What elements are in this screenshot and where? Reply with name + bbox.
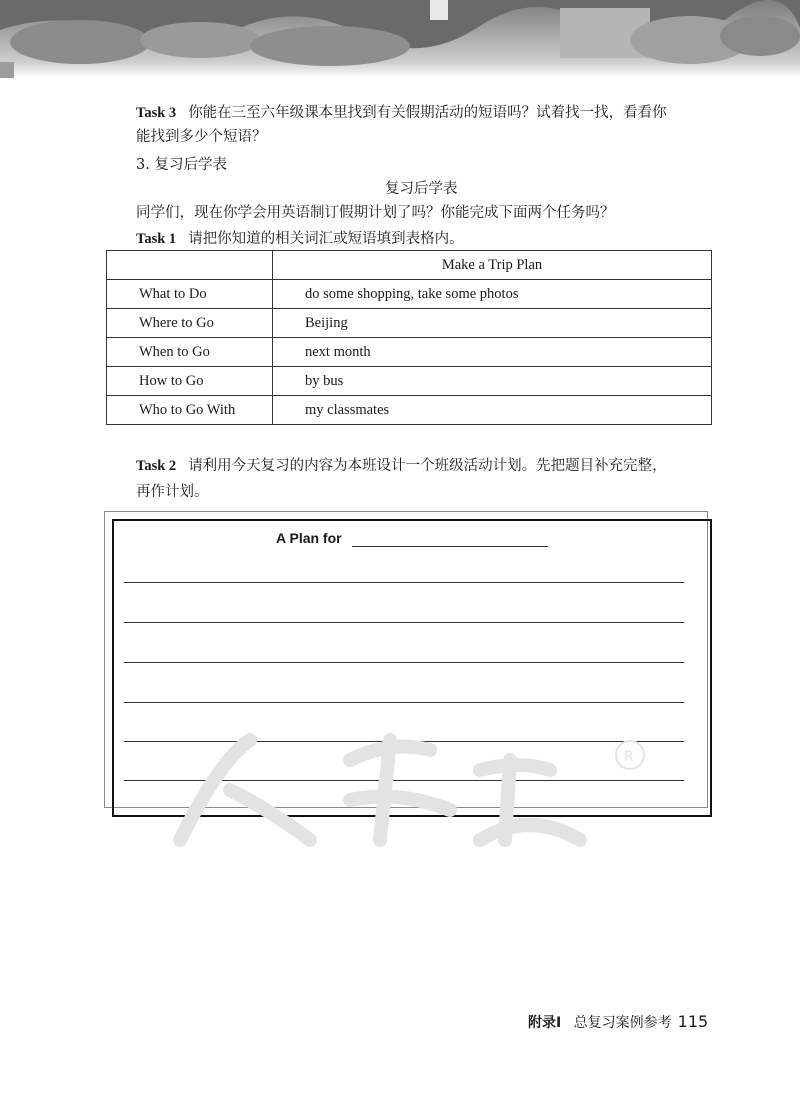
task3-line1 (136, 101, 667, 125)
row-value: next month (273, 338, 712, 367)
plan-box (112, 519, 712, 817)
intro-text: 同学们，现在你学会用英语制订假期计划了吗？你能完成下面两个任务吗？ (136, 205, 615, 221)
task2-label: Task 2 (136, 458, 177, 474)
footer-appendix: 附录Ⅰ (528, 1015, 562, 1031)
task2-text-line2: 再作计划。 (136, 484, 209, 500)
task3-label: Task 3 (136, 105, 177, 121)
table-row (107, 280, 712, 309)
table-header: Make a Trip Plan (273, 251, 712, 280)
task3-text-line2: 能找到多少个短语？ (136, 129, 267, 145)
row-value: Beijing (273, 309, 712, 338)
writing-line[interactable] (124, 780, 684, 781)
page-footer (528, 1012, 708, 1032)
table-row (107, 338, 712, 367)
table-header-blank (107, 251, 273, 280)
row-value: by bus (273, 367, 712, 396)
row-value: do some shopping, take some photos (273, 280, 712, 309)
row-label: Who to Go With (107, 396, 273, 425)
row-label: Where to Go (107, 309, 273, 338)
task1-text: 请把你知道的相关词汇或短语填到表格内。 (188, 231, 464, 247)
table-header-row (107, 251, 712, 280)
table-row (107, 367, 712, 396)
task1-label: Task 1 (136, 231, 177, 247)
writing-line[interactable] (124, 622, 684, 623)
plan-title-blank[interactable] (352, 546, 548, 547)
row-value: my classmates (273, 396, 712, 425)
row-label: When to Go (107, 338, 273, 367)
task2-line1 (136, 454, 667, 478)
trip-plan-table (106, 250, 712, 425)
table-row (107, 309, 712, 338)
task1-line (136, 227, 464, 251)
task3-text-line1: 你能在三至六年级课本里找到有关假期活动的短语吗？试着找一找，看看你 (188, 105, 667, 121)
writing-line[interactable] (124, 741, 684, 742)
row-label: What to Do (107, 280, 273, 309)
writing-line[interactable] (124, 582, 684, 583)
row-label: How to Go (107, 367, 273, 396)
table-title: 复习后学表 (385, 181, 458, 197)
footer-section: 总复习案例参考 (573, 1015, 672, 1031)
page-number: 115 (677, 1012, 709, 1031)
writing-line[interactable] (124, 702, 684, 703)
writing-line[interactable] (124, 662, 684, 663)
svg-text:R: R (624, 749, 634, 765)
task2-text-line1: 请利用今天复习的内容为本班设计一个班级活动计划。先把题目补充完整， (188, 458, 667, 474)
plan-title: A Plan for (276, 530, 342, 546)
header-illustration-art (0, 0, 800, 78)
table-row (107, 396, 712, 425)
section-heading: 3. 复习后学表 (136, 157, 227, 173)
header-illustration (0, 0, 800, 78)
